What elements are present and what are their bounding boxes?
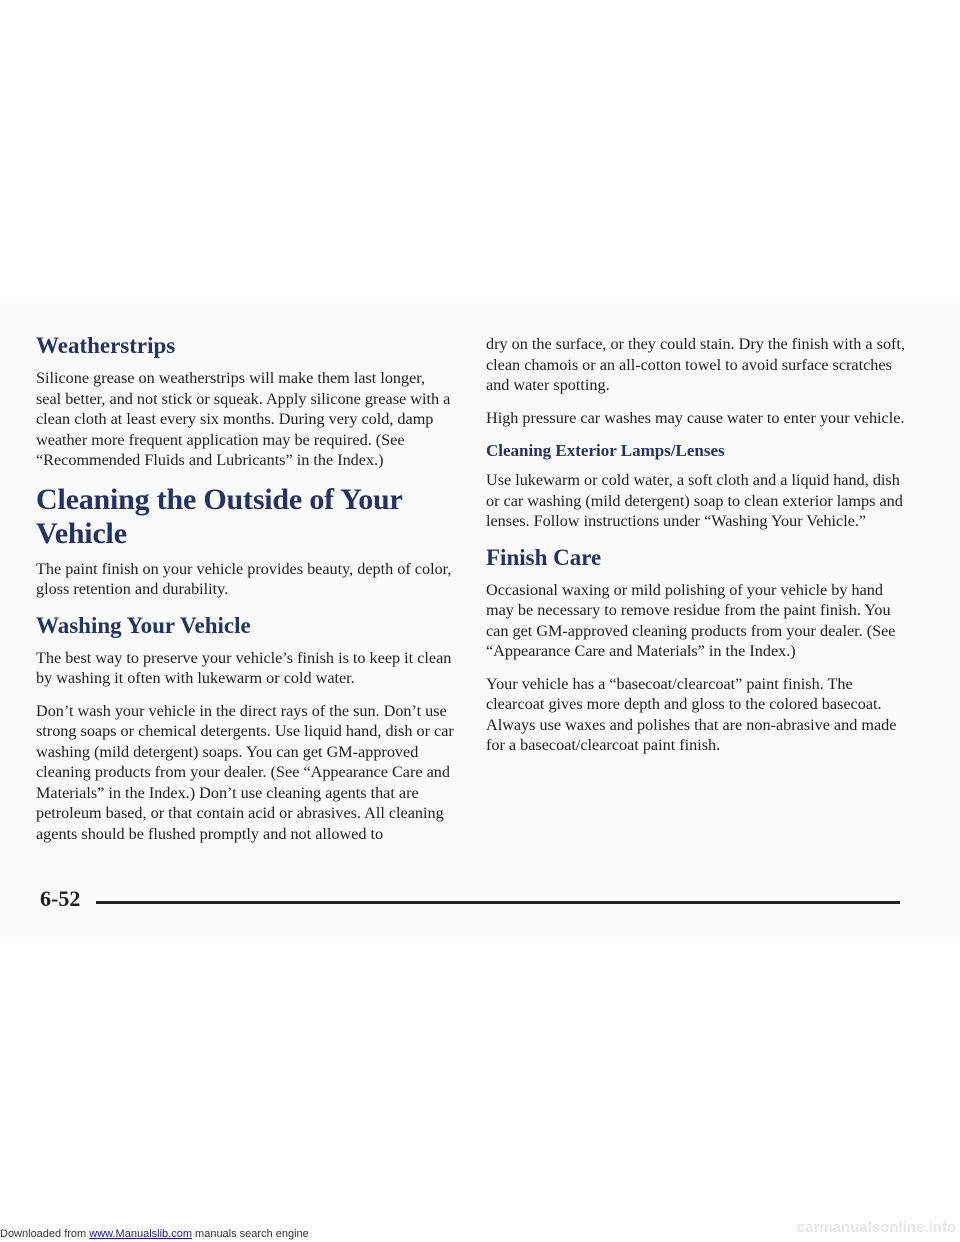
left-column: [36, 332, 454, 856]
page-number: 6-52: [40, 886, 81, 911]
page-footer: [40, 884, 900, 914]
washing-paragraph-2-continued: dry on the surface, or they could stain. Dry the finish with a soft, clean chamois or an all-cotton towel to avoid surface scratches and water spotting.: [486, 335, 905, 394]
finish-care-paragraph-2: Your vehicle has a “basecoat/clearcoat” paint finish. The clearcoat gives more depth and gloss to the colored basecoat. Always use waxes and polishes that are non-abrasive and made for a basecoat/clearcoat paint finish.: [486, 674, 897, 754]
banner-suffix: manuals search engine: [191, 1228, 309, 1240]
download-banner: [0, 1226, 309, 1242]
footer-rule: [96, 901, 900, 904]
washing-paragraph-2: Don’t wash your vehicle in the direct rays of the sun. Don’t use strong soaps or chemical detergents. Use liquid hand, dish or car washing (mild detergent) soaps. You can get GM-approved cleaning products from your dealer. (See “Appearance Care and Materials” in the Index.) Don’t use cleaning agents that are petroleum based, or that contain acid or abrasives. All cleaning agents should be flushed promptly and not allowed to: [36, 701, 454, 843]
cleaning-outside-heading: Cleaning the Outside of Your Vehicle: [36, 482, 403, 550]
cleaning-lamps-paragraph: Use lukewarm or cold water, a soft cloth and a liquid hand, dish or car washing (mild detergent) soap to clean exterior lamps and lenses. Follow instructions under “Washing Your Vehicle.”: [486, 471, 903, 530]
washing-paragraph-3: High pressure car washes may cause water to enter your vehicle.: [486, 408, 905, 427]
watermark: carmanualsonline.info: [796, 1219, 956, 1236]
banner-prefix: Downloaded from: [0, 1228, 90, 1240]
finish-care-heading: Finish Care: [486, 544, 602, 570]
weatherstrips-paragraph: Silicone grease on weatherstrips will make them last longer, seal better, and not stick or squeak. Apply silicone grease with a clean cloth at least every six months. During very cold, damp weather more frequent application may be required. (See “Recommended Fluids and Lubricants” in the Index.): [36, 369, 451, 469]
right-column: [486, 332, 906, 768]
cleaning-lamps-heading: Cleaning Exterior Lamps/Lenses: [486, 441, 725, 460]
finish-care-paragraph-1: Occasional waxing or mild polishing of your vehicle by hand may be necessary to remove residue from the paint finish. You can get GM-approved cleaning products from your dealer. (See “Appearance Care and Materials” in the Index.): [486, 580, 896, 660]
washing-paragraph-1: The best way to preserve your vehicle’s finish is to keep it clean by washing it often with lukewarm or cold water.: [36, 648, 452, 687]
weatherstrips-heading: Weatherstrips: [36, 333, 176, 358]
cleaning-outside-paragraph: The paint finish on your vehicle provides beauty, depth of color, gloss retention and durability.: [36, 559, 452, 598]
washing-vehicle-heading: Washing Your Vehicle: [36, 612, 251, 638]
manualslib-link[interactable]: www.Manualslib.com: [89, 1228, 192, 1240]
